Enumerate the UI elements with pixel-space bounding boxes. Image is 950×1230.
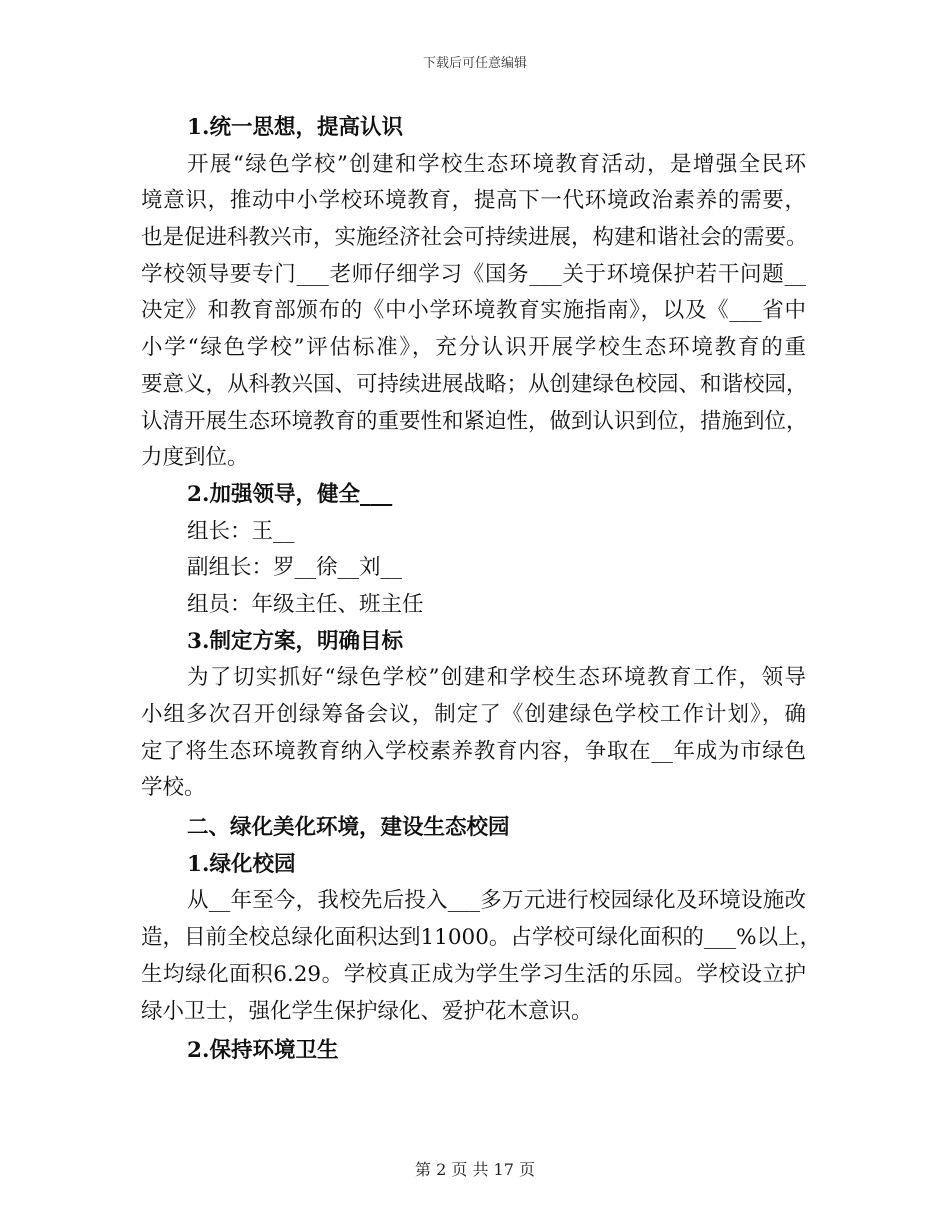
paragraph-line: 为了切实抓好“绿色学校”创建和学校生态环境教育工作，领导 — [187, 665, 806, 691]
paragraph-line: 力度到位。 — [141, 445, 249, 471]
document-body — [141, 110, 822, 1070]
paragraph-line: 也是促进科教兴市，实施经济社会可持续进展，构建和谐社会的需要。 — [141, 225, 808, 251]
page-footer: 第 2 页 共 17 页 — [415, 1160, 535, 1179]
paragraph-line: 从__年至今，我校先后投入___多万元进行校园绿化及环境设施改 — [187, 888, 806, 914]
paragraph-line: 决定》和教育部颁布的《中小学环境教育实施指南》，以及《___省中 — [141, 298, 806, 324]
section-heading-hygiene: 2.保持环境卫生 — [187, 1038, 339, 1064]
paragraph-plan — [141, 660, 806, 807]
paragraph-line: 要意义，从科教兴国、可持续进展战略；从创建绿色校园、和谐校园， — [141, 371, 808, 397]
paragraph-line: 小组多次召开创绿筹备会议，制定了《创建绿色学校工作计划》，确 — [141, 702, 806, 727]
paragraph-line: 绿小卫士，强化学生保护绿化、爱护花木意识。 — [141, 998, 593, 1024]
paragraph-awareness — [141, 147, 806, 477]
paragraph-line: 造，目前全校总绿化面积达到11000。占学校可绿化面积的___%以上， — [141, 925, 822, 951]
section-heading-3: 3.制定方案，明确目标 — [187, 628, 403, 654]
paragraph-line: 认清开展生态环境教育的重要性和紧迫性，做到认识到位，措施到位， — [141, 408, 808, 434]
members-line: 组员：年级主任、班主任 — [187, 591, 424, 617]
section-heading-1: 1.统一思想，提高认识 — [187, 115, 403, 140]
paragraph-line: 定了将生态环境教育纳入学校素养教育内容，争取在__年成为市绿色 — [141, 738, 806, 764]
paragraph-greening — [141, 883, 822, 1030]
vice-leader-line: 副组长：罗__徐__刘__ — [187, 555, 403, 581]
paragraph-line: 生均绿化面积6.29。学校真正成为学生学习生活的乐园。学校设立护 — [141, 961, 806, 987]
paragraph-line: 学校。 — [141, 775, 206, 801]
section-heading-2: 2.加强领导，健全___ — [187, 481, 393, 507]
section-heading-greening: 1.绿化校园 — [187, 851, 296, 877]
group-leader-line: 组长：王__ — [187, 518, 295, 544]
page-header: 下载后可任意编辑 — [422, 56, 527, 71]
part-heading-2: 二、绿化美化环境，建设生态校园 — [187, 815, 510, 841]
paragraph-line: 境意识，推动中小学校环境教育，提高下一代环境政治素养的需要， — [141, 188, 806, 214]
paragraph-line: 学校领导要专门___老师仔细学习《国务___关于环境保护若干问题__ — [141, 261, 806, 287]
paragraph-line: 小学“绿色学校”评估标准》，充分认识开展学校生态环境教育的重 — [141, 335, 806, 361]
paragraph-line: 开展“绿色学校”创建和学校生态环境教育活动，是增强全民环 — [187, 151, 806, 177]
